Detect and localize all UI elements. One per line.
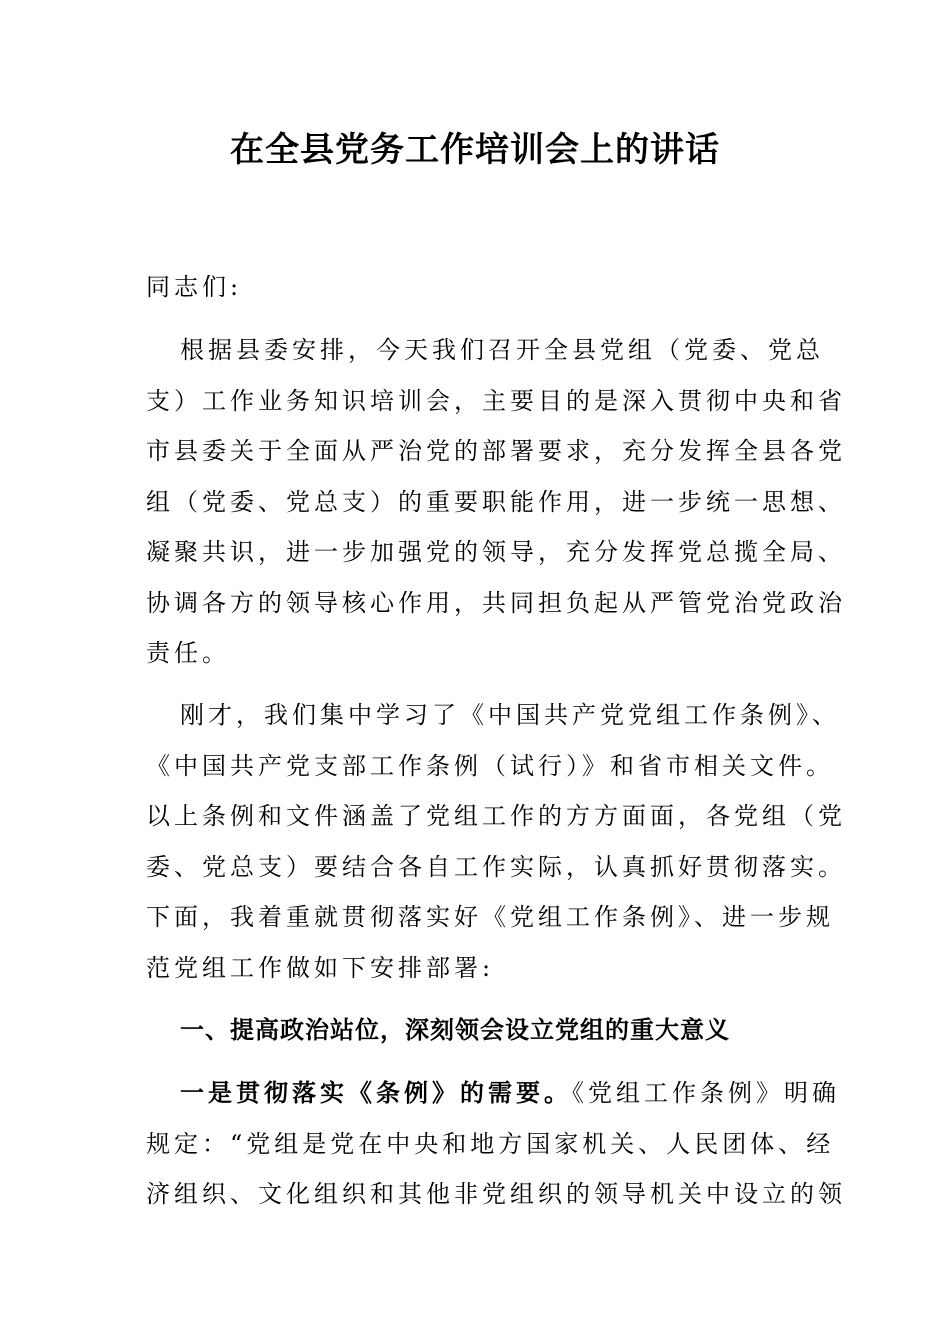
section-heading-1: 一、提高政治站位，深刻领会设立党组的重大意义 <box>180 1016 730 1044</box>
paragraph-line: 以上条例和文件涵盖了党组工作的方方面面，各党组（党 <box>146 802 846 830</box>
paragraph-line: 责任。 <box>146 639 230 667</box>
paragraph-line: 刚才，我们集中学习了《中国共产党党组工作条例》、 <box>180 701 840 729</box>
paragraph-line: 济组织、文化组织和其他非党组织的领导机关中设立的领 <box>146 1180 846 1208</box>
paragraph-line: 范党组工作做如下安排部署: <box>146 953 495 982</box>
paragraph-line: 组（党委、党总支）的重要职能作用，进一步统一思想、 <box>146 487 846 516</box>
paragraph-study <box>146 690 846 993</box>
point-rest: 《党组工作条例》明确 <box>572 1079 840 1107</box>
paragraph-intro <box>146 325 846 679</box>
salutation: 同志们: <box>146 273 243 301</box>
paragraph-line: 《中国共产党支部工作条例（试行）》和省市相关文件。 <box>146 751 834 780</box>
paragraph-line <box>146 1068 840 1119</box>
paragraph-line: 根据县委安排，今天我们召开全县党组（党委、党总 <box>180 336 824 364</box>
paragraph-line: 协调各方的领导核心作用，共同担负起从严管党治党政治 <box>146 588 846 617</box>
paragraph-line: 规定：“党组是党在中央和地方国家机关、人民团体、经 <box>146 1129 835 1158</box>
paragraph-line: 委、党总支）要结合各自工作实际，认真抓好贯彻落实。 <box>146 852 846 881</box>
paragraph-line: 凝聚共识，进一步加强党的领导，充分发挥党总揽全局、 <box>146 538 846 566</box>
paragraph-line: 下面，我着重就贯彻落实好《党组工作条例》、进一步规 <box>146 903 834 931</box>
document-title: 在全县党务工作培训会上的讲话 <box>230 130 720 170</box>
paragraph-line: 支）工作业务知识培训会，主要目的是深入贯彻中央和省 <box>146 386 846 415</box>
point-lead: 一是贯彻落实《条例》的需要。 <box>180 1078 572 1107</box>
paragraph-point-one <box>146 1068 846 1220</box>
paragraph-line: 市县委关于全面从严治党的部署要求，充分发挥全县各党 <box>146 437 846 465</box>
